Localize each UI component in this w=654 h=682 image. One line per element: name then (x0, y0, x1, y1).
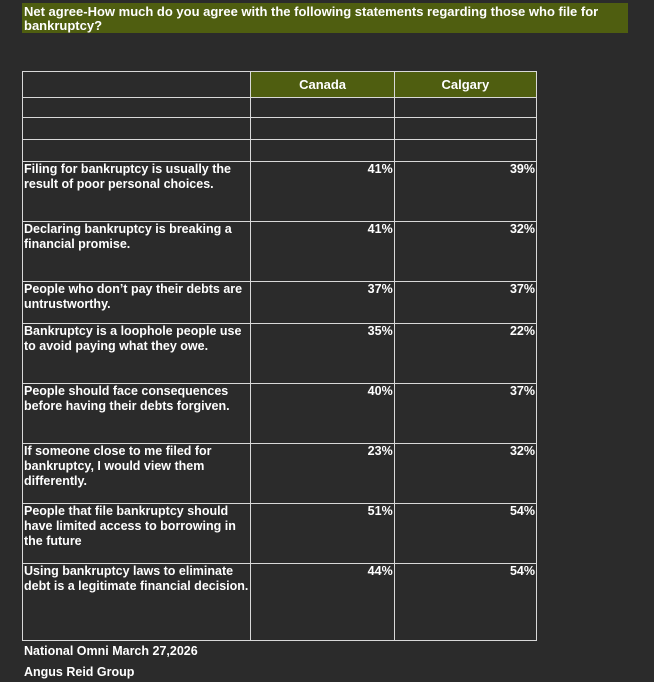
calgary-value: 54% (394, 564, 536, 641)
canada-value: 23% (251, 444, 394, 504)
canada-value: 41% (251, 222, 394, 282)
canada-value: 51% (251, 504, 394, 564)
table-row (23, 504, 537, 564)
calgary-value: 54% (394, 504, 536, 564)
results-table (22, 71, 537, 641)
spacer-row (23, 98, 537, 118)
statement-cell: Using bankruptcy laws to eliminate debt is a legitimate financial decision. (23, 564, 251, 641)
footer-source: National Omni March 27,2026 (24, 644, 198, 658)
header-canada: Canada (251, 72, 394, 98)
statement-cell: Bankruptcy is a loophole people use to avoid paying what they owe. (23, 324, 251, 384)
statement-cell: If someone close to me filed for bankruptcy, I would view them differently. (23, 444, 251, 504)
table-row (23, 282, 537, 324)
statement-cell: Declaring bankruptcy is breaking a financial promise. (23, 222, 251, 282)
header-cell-empty (23, 72, 251, 98)
calgary-value: 37% (394, 282, 536, 324)
statement-cell: People should face consequences before having their debts forgiven. (23, 384, 251, 444)
statement-cell: People that file bankruptcy should have limited access to borrowing in the future (23, 504, 251, 564)
canada-value: 44% (251, 564, 394, 641)
footer-org: Angus Reid Group (24, 665, 135, 679)
page-title: Net agree-How much do you agree with the following statements regarding those who file for bankruptcy? (22, 3, 628, 33)
calgary-value: 22% (394, 324, 536, 384)
statement-cell: Filing for bankruptcy is usually the result of poor personal choices. (23, 162, 251, 222)
statement-cell: People who don’t pay their debts are untrustworthy. (23, 282, 251, 324)
table-row (23, 444, 537, 504)
spacer-row (23, 118, 537, 140)
table-header-row (23, 72, 537, 98)
calgary-value: 32% (394, 222, 536, 282)
canada-value: 40% (251, 384, 394, 444)
table-row (23, 222, 537, 282)
calgary-value: 32% (394, 444, 536, 504)
canada-value: 37% (251, 282, 394, 324)
header-calgary: Calgary (394, 72, 536, 98)
canada-value: 41% (251, 162, 394, 222)
canada-value: 35% (251, 324, 394, 384)
table-row (23, 384, 537, 444)
table-row (23, 564, 537, 641)
table-row (23, 324, 537, 384)
spacer-row (23, 140, 537, 162)
calgary-value: 37% (394, 384, 536, 444)
calgary-value: 39% (394, 162, 536, 222)
table-row (23, 162, 537, 222)
